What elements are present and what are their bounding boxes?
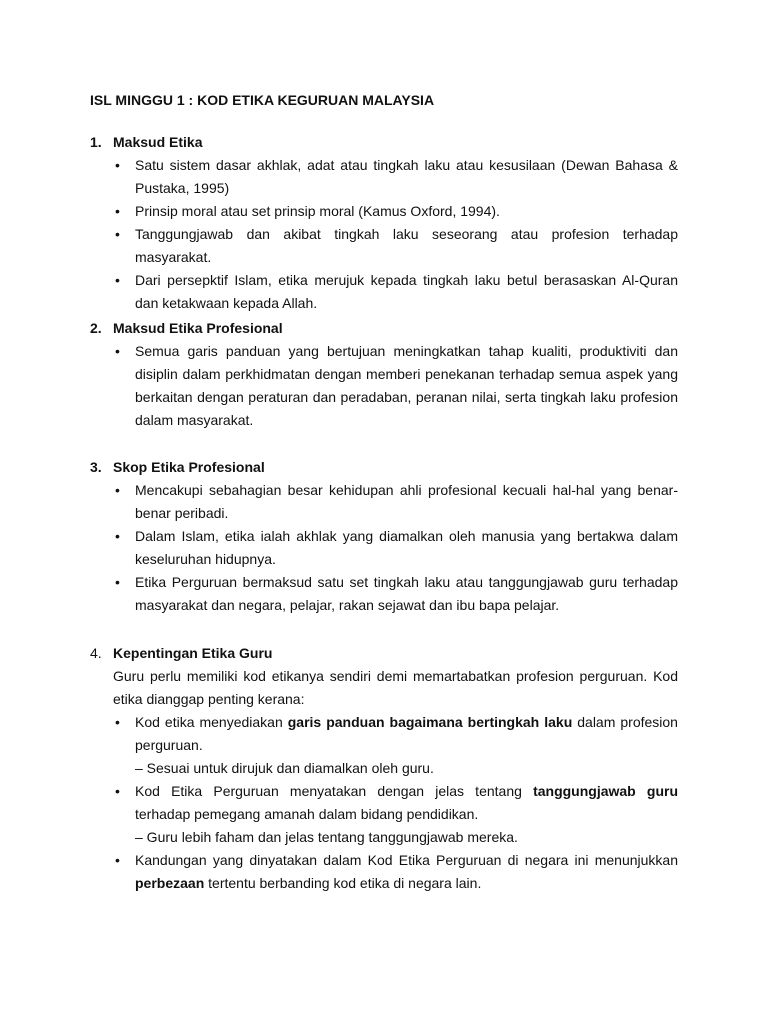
- section-title: Maksud Etika Profesional: [113, 320, 283, 336]
- bullet-icon: •: [115, 343, 120, 359]
- bullet-icon: •: [115, 226, 120, 242]
- sub-point: – Sesuai untuk dirujuk dan diamalkan oleh guru.: [135, 760, 434, 776]
- sub-point: – Guru lebih faham dan jelas tentang tanggungjawab mereka.: [135, 829, 518, 845]
- list-item: [90, 154, 678, 200]
- section-number: 2.: [90, 320, 102, 336]
- section-title: Kepentingan Etika Guru: [113, 645, 273, 661]
- list-item-text: terhadap pemegang amanah dalam bidang pendidikan.: [135, 806, 479, 822]
- section-skop-etika-profesional: [90, 456, 678, 617]
- bullet-icon: •: [115, 783, 120, 799]
- section-heading: [90, 317, 678, 340]
- list-item-text: Etika Perguruan bermaksud satu set tingkah laku atau tanggungjawab guru terhadap masyarakat dan negara, pelajar, rakan sejawat dan ibu bapa pelajar.: [135, 574, 678, 613]
- section-kepentingan-etika-guru: [90, 642, 678, 895]
- bullet-icon: •: [115, 528, 120, 544]
- list-item-text: Satu sistem dasar akhlak, adat atau tingkah laku atau kesusilaan (Dewan Bahasa & Pustaka, 1995): [135, 157, 678, 196]
- list-item: [90, 780, 678, 849]
- list-item: [90, 340, 678, 432]
- bullet-icon: •: [115, 482, 120, 498]
- list-item: [90, 223, 678, 269]
- list-item-text: Dari persepktif Islam, etika merujuk kepada tingkah laku betul berasaskan Al-Quran dan ketakwaan kepada Allah.: [135, 272, 678, 311]
- list-item: [90, 200, 678, 223]
- emphasis-text: perbezaan: [135, 875, 205, 891]
- list-item-text: tertentu berbanding kod etika di negara lain.: [204, 875, 482, 891]
- list-item-text: Kandungan yang dinyatakan dalam Kod Etika Perguruan di negara ini menunjukkan: [135, 852, 678, 868]
- list-item-text: dalam profesion perguruan.: [135, 714, 678, 753]
- list-item: [90, 269, 678, 315]
- section-heading: [90, 456, 678, 479]
- bullet-icon: •: [115, 574, 120, 590]
- list-item: [90, 571, 678, 617]
- list-item: [90, 525, 678, 571]
- bullet-icon: •: [115, 714, 120, 730]
- list-item-text: Tanggungjawab dan akibat tingkah laku seseorang atau profesion terhadap masyarakat.: [135, 226, 678, 265]
- section-heading: [90, 642, 678, 665]
- bullet-icon: •: [115, 157, 120, 173]
- page-title: ISL MINGGU 1 : KOD ETIKA KEGURUAN MALAYSIA: [90, 92, 435, 108]
- list-item: [90, 479, 678, 525]
- bullet-icon: •: [115, 272, 120, 288]
- bullet-list: [90, 711, 678, 895]
- emphasis-text: tanggungjawab guru: [533, 783, 678, 799]
- section-heading: [90, 131, 678, 154]
- section-number: 1.: [90, 134, 102, 150]
- list-item: [90, 711, 678, 780]
- section-number: 4.: [90, 645, 102, 661]
- list-item-text: Prinsip moral atau set prinsip moral (Kamus Oxford, 1994).: [135, 203, 500, 219]
- list-item-text: Kod Etika Perguruan menyatakan dengan jelas tentang: [135, 783, 534, 799]
- section-maksud-etika-profesional: [90, 317, 678, 432]
- bullet-icon: •: [115, 203, 120, 219]
- emphasis-text: garis panduan bagaimana bertingkah laku: [287, 714, 573, 730]
- section-title: Skop Etika Profesional: [113, 459, 265, 475]
- bullet-icon: •: [115, 852, 120, 868]
- bullet-list: [90, 154, 678, 315]
- section-title: Maksud Etika: [113, 134, 203, 150]
- section-intro: Guru perlu memiliki kod etikanya sendiri demi memartabatkan profesion perguruan. Kod etika dianggap penting kerana:: [113, 668, 678, 707]
- list-item-text: Kod etika menyediakan: [135, 714, 288, 730]
- list-item-text: Semua garis panduan yang bertujuan meningkatkan tahap kualiti, produktiviti dan disiplin dalam perkhidmatan dengan memberi penekanan terhadap semua aspek yang berkaitan dengan peraturan dan peradaban, peranan nilai, serta tingkah laku profesion dalam masyarakat.: [135, 343, 678, 428]
- section-number: 3.: [90, 459, 102, 475]
- list-item-text: Dalam Islam, etika ialah akhlak yang diamalkan oleh manusia yang bertakwa dalam keseluruhan hidupnya.: [135, 528, 678, 567]
- list-item-text: Mencakupi sebahagian besar kehidupan ahli profesional kecuali hal-hal yang benar-benar peribadi.: [135, 482, 678, 521]
- bullet-list: [90, 479, 678, 617]
- section-maksud-etika: [90, 131, 678, 315]
- list-item: [90, 849, 678, 895]
- bullet-list: [90, 340, 678, 432]
